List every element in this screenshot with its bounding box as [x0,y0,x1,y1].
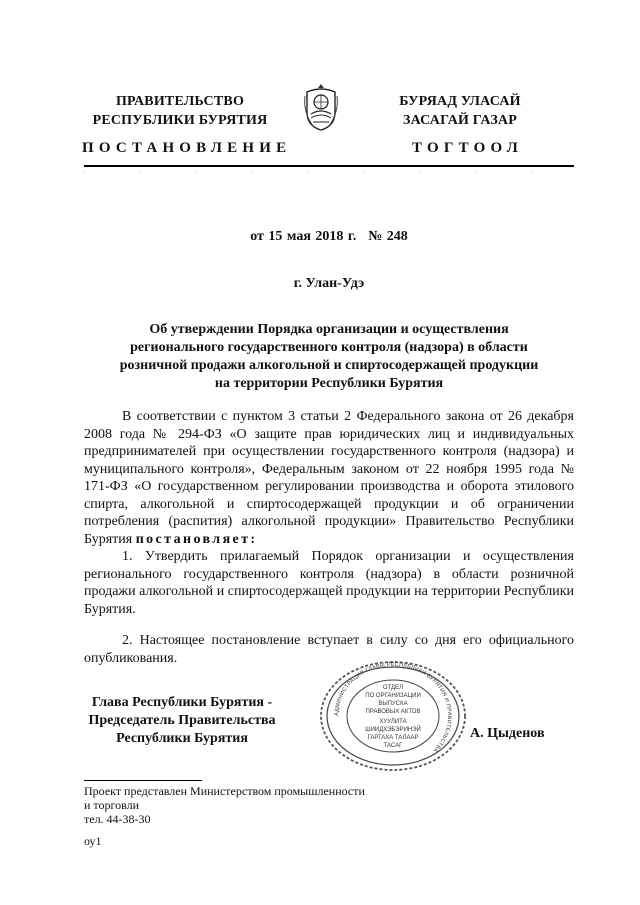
decree-title-line1: Об утверждении Порядка организации и осуществления [149,322,509,337]
stamp-line1: ОТДЕЛ [382,685,404,691]
header-left-line2: РЕСПУБЛИКИ БУРЯТИЯ [92,113,268,128]
footer-submitted-by-cont: и торговли [84,798,140,812]
decree-city: г. Улан-Удэ [293,276,365,291]
stamp-line3: ВЫПУСКА [378,701,408,707]
header-right-line2: ЗАСАГАЙ ГАЗАР [402,113,517,128]
preamble-emphasis: постановляет: [135,531,258,547]
decree-title-bua: ТОГТООЛ [412,140,523,156]
stamp-line5: ХУУЛИТА [379,719,407,725]
stamp-line6: ШИИДХЭБЭРИНЭЙ [365,727,421,733]
footer-phone: тел. 44-38-30 [84,812,151,826]
stamp-line7: ГАРГАХА ТАЛААР [367,735,419,741]
republic-emblem-icon [303,82,339,132]
stamp-line4: ПРАВОВЫХ АКТОВ [365,709,421,715]
item-1-paragraph: 1. Утвердить прилагаемый Порядок организации и осуществления регионального государственного контроля (надзора) в области розничной продажи алкогольной и спиртосодержащей продукции на территории Республики Бурятия. [84,549,574,617]
decree-title [84,321,574,393]
footer-divider [84,780,202,781]
decree-date: от 15 мая 2018 г. [250,229,357,244]
header-right-block [360,92,560,130]
signatory-name: А. Цыденов [470,726,545,741]
decree-number: № 248 [368,229,408,244]
footer-code: оу1 [84,834,102,848]
header-left-line1: ПРАВИТЕЛЬСТВО [115,94,245,109]
signatory-position [84,694,280,748]
header-divider [84,165,574,167]
decree-title-line4: на территории Республики Бурятия [214,376,444,391]
decree-title-line3: розничной продажи алкогольной и спиртосодержащей продукции [119,358,539,373]
signatory-line3: Республики Бурятия [116,731,248,746]
decree-date-line [84,229,574,245]
official-stamp [318,660,468,772]
header-dotted-divider [84,172,574,173]
header-right-line1: БУРЯАД УЛАСАЙ [399,94,521,109]
signatory-line1: Глава Республики Бурятия - [91,695,273,710]
signatory-line2: Председатель Правительства [88,713,276,728]
decree-title-ru: ПОСТАНОВЛЕНИЕ [82,140,292,156]
footer-submitted-by: Проект представлен Министерством промышленности [84,784,365,798]
stamp-ring-text: АДМИНИСТРАЦИЯ ГЛАВЫ РЕСПУБЛИКИ БУРЯТИЯ И ПРАВИТЕЛЬСТВА [333,661,453,753]
decree-title-line2: регионального государственного контроля (надзора) в области [130,340,528,355]
stamp-line2: ПО ОРГАНИЗАЦИИ [365,693,421,699]
stamp-line8: ТАСАГ [383,743,403,749]
preamble-paragraph [84,408,574,548]
preamble-text: В соответствии с пунктом 3 статьи 2 Федерального закона от 26 декабря 2008 года № 294-ФЗ «О защите прав юридических лиц и индивидуальных предпринимателей при осуществлении государственного контроля (надзора) и муниципального контроля», Федеральным законом от 22 ноября 1995 года № 171-ФЗ «О государственном регулировании производства и оборота этилового спирта, алкогольной и спиртосодержащей продукции и об ограничении потребления (распития) алкогольной продукции» Правительство Республики Бурятия [84,409,574,547]
header-left-block [60,92,300,130]
item-2-paragraph: 2. Настоящее постановление вступает в силу со дня его официального опубликования. [84,633,574,666]
